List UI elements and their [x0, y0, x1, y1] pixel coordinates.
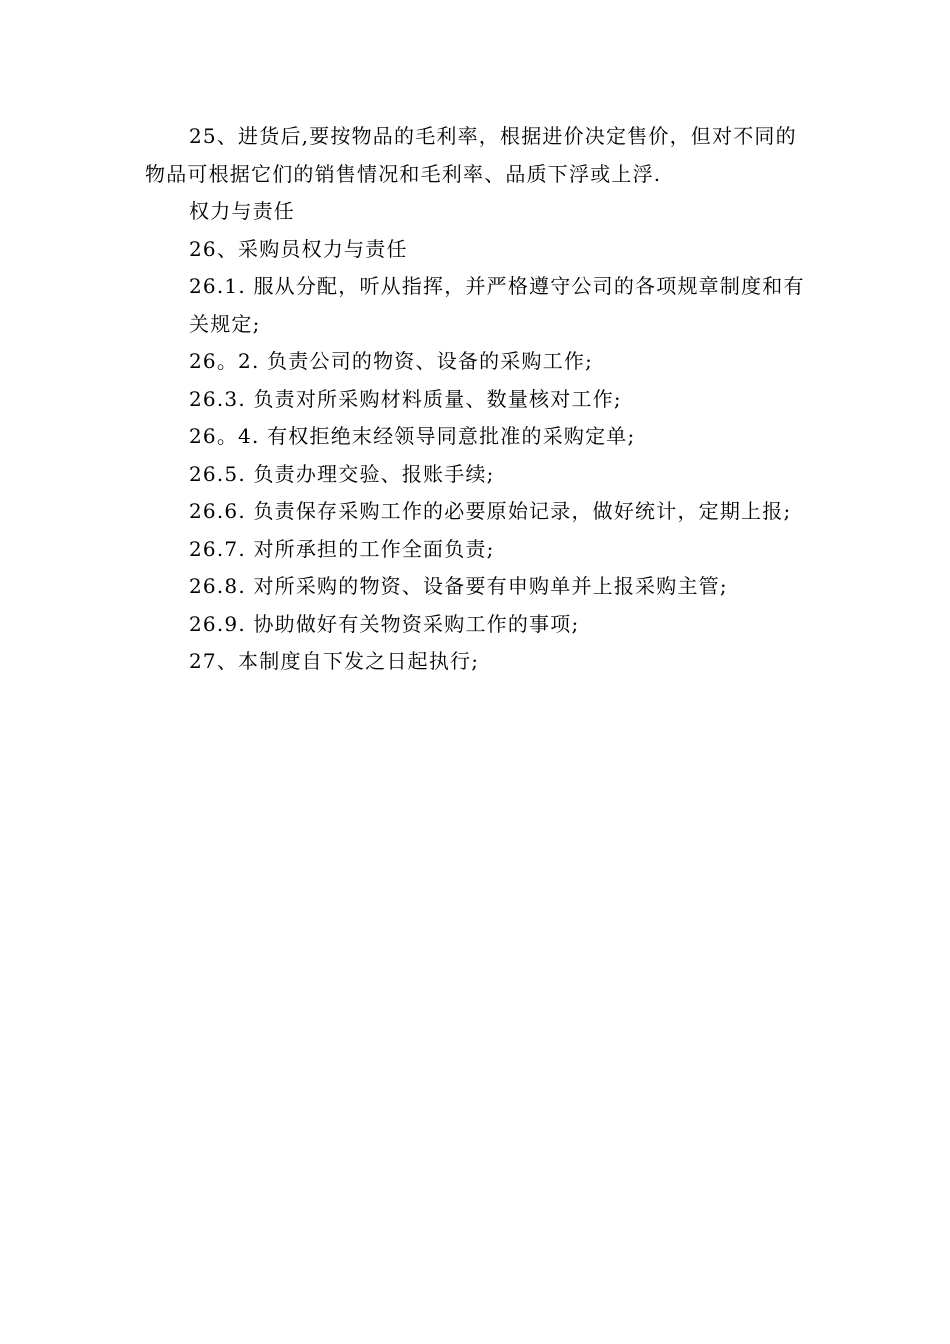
paragraph-26: 26、采购员权力与责任 [189, 236, 408, 261]
paragraph-26-1: 26.1. 服从分配，听从指挥，并严格遵守公司的各项规章制度和有关规定; [189, 274, 805, 336]
paragraph-27: 27、本制度自下发之日起执行; [189, 649, 480, 673]
paragraph-26-9: 26.9. 协助做好有关物资采购工作的事项; [189, 611, 580, 636]
section-heading: 权力与责任 [189, 199, 295, 223]
paragraph-25: 25、进货后,要按物品的毛利率，根据进价决定售价，但对不同的物品可根据它们的销售情况和毛利率、品质下浮或上浮. [145, 124, 797, 186]
document-body [145, 118, 810, 681]
paragraph-26-8: 26.8. 对所采购的物资、设备要有申购单并上报采购主管; [189, 574, 728, 598]
paragraph-26-2: 26。2. 负责公司的物资、设备的采购工作; [189, 349, 594, 373]
paragraph-26-7: 26.7. 对所承担的工作全面负责; [189, 536, 495, 561]
paragraph-26-3: 26.3. 负责对所采购材料质量、数量核对工作; [189, 386, 622, 411]
paragraph-26-5: 26.5. 负责办理交验、报账手续; [189, 461, 495, 486]
paragraph-26-4: 26。4. 有权拒绝末经领导同意批准的采购定单; [189, 424, 636, 448]
paragraph-26-6: 26.6. 负责保存采购工作的必要原始记录，做好统计，定期上报; [189, 499, 792, 523]
